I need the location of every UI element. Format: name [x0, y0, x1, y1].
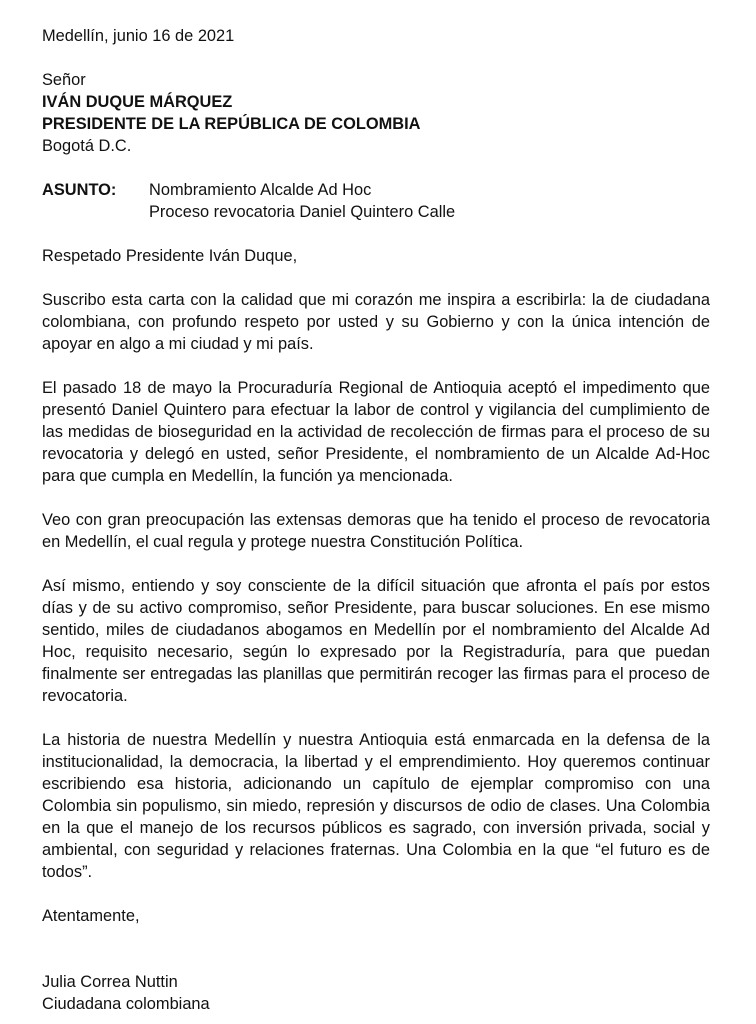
paragraph-5: La historia de nuestra Medellín y nuestra Antioquia está enmarcada en la defensa de la institucionalidad, la democracia, la libertad y el emprendimiento. Hoy queremos continuar escribiendo esa historia, adicionando un capítulo de ejemplar compromiso con una Colombia sin populismo, sin miedo, represión y discursos de odio de clases. Una Colombia en la que el manejo de los recursos públicos es sagrado, con inversión privada, social y ambiental, con seguridad y relaciones fraternas. Una Colombia en la que “el futuro es de todos”. — [42, 731, 710, 881]
letter — [42, 25, 710, 1015]
subject-label: ASUNTO: — [42, 181, 117, 199]
paragraph-4: Así mismo, entiendo y soy consciente de la difícil situación que afronta el país por estos días y de su activo compromiso, señor Presidente, para buscar soluciones. En ese mismo sentido, miles de ciudadanos abogamos en Medellín por el nombramiento del Alcalde Ad Hoc, requisito necesario, según lo expresado por la Registraduría, para que puedan finalmente ser entregadas las planillas que permitirán recoger las firmas para el proceso de revocatoria. — [42, 577, 710, 705]
subject-line-1: Nombramiento Alcalde Ad Hoc — [149, 181, 372, 199]
signature-block — [42, 971, 710, 1015]
subject-block — [42, 179, 710, 223]
recipient-block — [42, 69, 710, 157]
closing: Atentamente, — [42, 907, 140, 925]
greeting: Respetado Presidente Iván Duque, — [42, 247, 298, 265]
paragraph-2: El pasado 18 de mayo la Procuraduría Regional de Antioquia aceptó el impedimento que presentó Daniel Quintero para efectuar la labor de control y vigilancia del cumplimiento de las medidas de bioseguridad en la actividad de recolección de firmas para el proceso de su revocatoria y delegó en usted, señor Presidente, el nombramiento de un Alcalde Ad-Hoc para que cumpla en Medellín, la función ya mencionada. — [42, 379, 710, 485]
recipient-city: Bogotá D.C. — [42, 137, 132, 155]
date-line: Medellín, junio 16 de 2021 — [42, 27, 235, 45]
signature-role: Ciudadana colombiana — [42, 995, 210, 1013]
recipient-title: PRESIDENTE DE LA REPÚBLICA DE COLOMBIA — [42, 115, 421, 133]
recipient-name: IVÁN DUQUE MÁRQUEZ — [42, 93, 233, 111]
paragraph-3: Veo con gran preocupación las extensas demoras que ha tenido el proceso de revocatoria en Medellín, el cual regula y protege nuestra Constitución Política. — [42, 511, 710, 551]
subject-line-2: Proceso revocatoria Daniel Quintero Calle — [149, 203, 456, 221]
signature-name: Julia Correa Nuttin — [42, 973, 178, 991]
paragraph-1: Suscribo esta carta con la calidad que mi corazón me inspira a escribirla: la de ciudadana colombiana, con profundo respeto por usted y su Gobierno y con la única intención de apoyar en algo a mi ciudad y mi país. — [42, 291, 710, 353]
recipient-salutation: Señor — [42, 71, 86, 89]
